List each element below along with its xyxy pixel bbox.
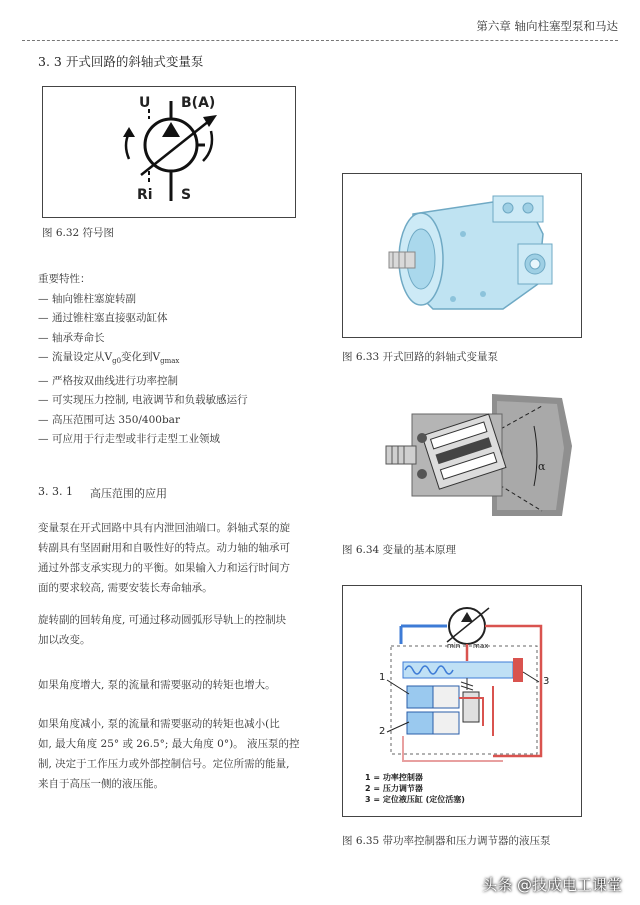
paragraph-line: 如果角度减小, 泵的流量和需要驱动的转矩也减小(比 [38, 718, 280, 730]
dash-bullet: — [38, 331, 49, 344]
paragraph [38, 675, 310, 695]
dash-bullet: — [38, 413, 49, 426]
legend [365, 772, 465, 805]
port-u-label: U [139, 95, 151, 111]
paragraph-line: 制, 决定于工作压力或外部控制信号。定位所需的能量, [38, 758, 290, 770]
pump-illustration [343, 174, 581, 337]
subsection-title: 高压范围的应用 [90, 487, 167, 500]
fig-6-32-caption: 图 6.32 符号图 [42, 227, 115, 239]
feature-item [38, 411, 248, 431]
dash-bullet: — [38, 394, 49, 407]
feature-text: 可应用于行走型或非行走型工业领域 [52, 433, 220, 446]
section-title: 3. 3 开式回路的斜轴式变量泵 [38, 54, 204, 69]
paragraph-line: 如果角度增大, 泵的流量和需要驱动的转矩也增大。 [38, 679, 276, 691]
feature-text: 严格按双曲线进行功率控制 [52, 374, 178, 387]
feature-text: 可实现压力控制, 电液调节和负载敏感运行 [52, 394, 248, 407]
fig-6-35-image [342, 585, 582, 817]
callout-1: 1 [379, 672, 386, 683]
feature-item [38, 348, 248, 372]
fig-6-33-image [342, 173, 582, 338]
feature-text: 高压范围可达 350/400bar [52, 413, 180, 426]
paragraph-line: 旋转副的回转角度, 可通过移动圆弧形导轨上的控制块 [38, 614, 287, 626]
callout-2: 2 [379, 726, 386, 737]
paragraph-line: 来自于高压一侧的液压能。 [38, 778, 164, 790]
feature-item [38, 309, 248, 329]
hydraulic-pump-symbol [43, 87, 297, 219]
feature-item [38, 329, 248, 349]
fig-6-34-image [342, 386, 582, 526]
min-label: min [447, 642, 461, 650]
paragraph-line: 通过外部支承实现力的平衡。如果输入力和运行时间方 [38, 562, 290, 574]
fig-6-34-caption: 图 6.34 变量的基本原理 [342, 544, 457, 556]
paragraph [38, 610, 310, 650]
fig-6-33-caption: 图 6.33 开式回路的斜轴式变量泵 [342, 351, 499, 363]
subsection-number: 3. 3. 1 [38, 485, 73, 498]
port-s-label: S [181, 187, 192, 203]
watermark: 头条 @技成电工课堂 [482, 876, 622, 894]
paragraph-line: 如, 最大角度 25° 或 26.5°; 最大角度 0°)。 液压泵的控 [38, 738, 300, 750]
feature-item [38, 290, 248, 310]
fig-6-35-caption: 图 6.35 带功率控制器和压力调节器的液压泵 [342, 835, 551, 847]
dash-bullet: — [38, 312, 49, 324]
dash-bullet: — [38, 292, 49, 305]
tilt-principle-illustration [342, 386, 582, 526]
symbol-diagram [42, 86, 296, 218]
legend-item: 1 = 功率控制器 [365, 773, 423, 782]
dash-bullet: — [38, 351, 49, 363]
callout-3: 3 [543, 676, 550, 687]
feature-text: 流量设定从$V_{g0}$变化到$V_{gmax}$ [52, 351, 180, 366]
feature-item [38, 391, 248, 411]
header-divider [22, 40, 618, 41]
paragraph-line: 转副具有坚固耐用和自吸性好的特点。动力轴的轴承可 [38, 542, 290, 554]
alpha-angle-label: α [538, 460, 546, 473]
port-b-label: B(A) [181, 95, 216, 111]
legend-item: 2 = 压力调节器 [365, 784, 423, 793]
feature-list [38, 270, 248, 450]
paragraph [38, 714, 310, 794]
feature-text: 轴向锥柱塞旋转副 [52, 292, 136, 305]
legend-item: 3 = 定位液压缸 (定位活塞) [365, 795, 465, 804]
paragraph-line: 加以改变。 [38, 634, 91, 646]
port-ri-label: Ri [137, 187, 153, 203]
paragraph-line: 变量泵在开式回路中具有内泄回油端口。斜轴式泵的旋 [38, 522, 290, 534]
dash-bullet: — [38, 433, 49, 446]
feature-text: 轴承寿命长 [52, 331, 105, 344]
paragraph-line: 面的要求较高, 需要安装长寿命轴承。 [38, 582, 213, 594]
paragraph [38, 518, 310, 598]
feature-items [38, 290, 248, 450]
max-label: max [473, 642, 489, 650]
dash-bullet: — [38, 374, 49, 387]
feature-text: 通过锥柱塞直接驱动缸体 [52, 312, 168, 324]
feature-item [38, 430, 248, 450]
chapter-header: 第六章 轴向柱塞型泵和马达 [476, 19, 618, 33]
feature-list-title: 重要特性： [38, 273, 91, 285]
feature-item [38, 372, 248, 392]
